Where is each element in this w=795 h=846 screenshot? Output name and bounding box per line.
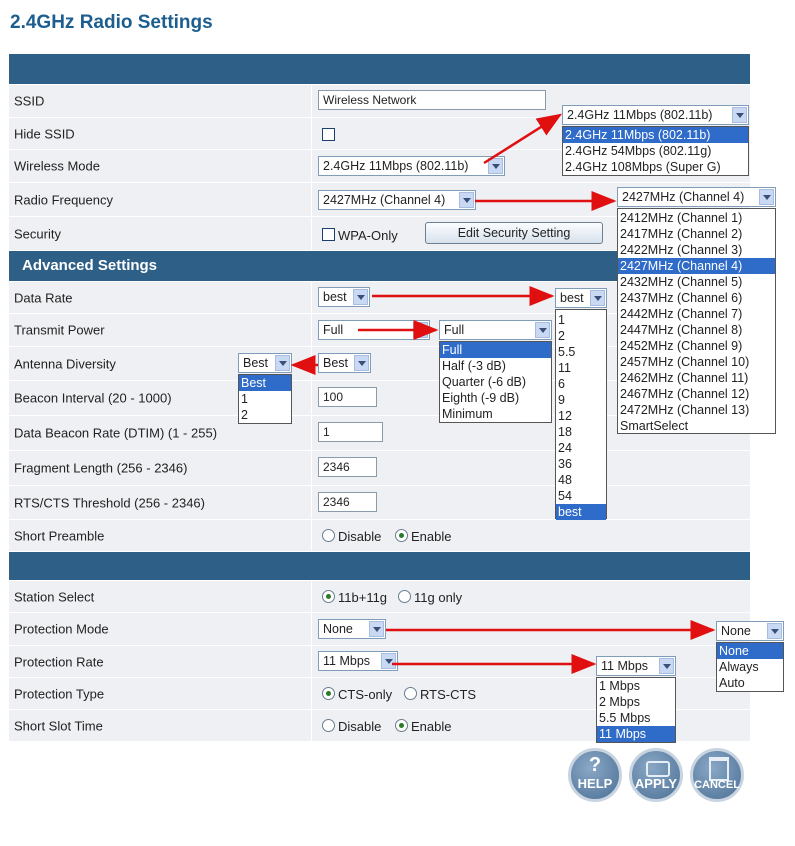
list-item[interactable]: Quarter (-6 dB) — [442, 375, 527, 389]
list-item[interactable]: 18 — [558, 425, 572, 439]
list-item[interactable]: 2427MHz (Channel 4) — [618, 258, 775, 274]
station-select-label: Station Select — [14, 589, 95, 604]
list-item[interactable]: 12 — [558, 409, 572, 423]
list-item[interactable]: Always — [719, 660, 759, 674]
list-item[interactable]: 2 — [241, 408, 248, 422]
list-item[interactable]: Minimum — [442, 407, 493, 421]
slot-enable-label: Enable — [411, 719, 452, 734]
advanced-settings-title: Advanced Settings — [22, 257, 158, 274]
hide-ssid-label: Hide SSID — [14, 126, 75, 141]
list-item[interactable]: 2442MHz (Channel 7) — [620, 307, 743, 321]
list-item[interactable]: 9 — [558, 393, 565, 407]
rts-threshold-input[interactable]: 2346 — [318, 492, 377, 512]
list-item[interactable]: 48 — [558, 473, 572, 487]
list-item[interactable]: 2 — [558, 329, 565, 343]
apply-button[interactable] — [629, 748, 683, 802]
list-item[interactable]: Best — [239, 375, 291, 391]
wpa-only-label: WPA-Only — [338, 228, 398, 243]
list-item[interactable]: 2462MHz (Channel 11) — [620, 371, 749, 385]
list-item[interactable]: 2 Mbps — [599, 695, 640, 709]
transmit-power-value: Full — [323, 323, 344, 337]
question-icon: ? — [588, 754, 602, 776]
callout-power-value: Full — [444, 323, 465, 337]
dtim-label: Data Beacon Rate (DTIM) (1 - 255) — [14, 425, 218, 441]
list-item[interactable]: best — [556, 504, 606, 520]
list-item[interactable]: Half (-3 dB) — [442, 359, 506, 373]
protection-rate-label: Protection Rate — [14, 654, 104, 669]
callout-freq-value: 2427MHz (Channel 4) — [622, 190, 745, 204]
radio-frequency-label: Radio Frequency — [14, 192, 113, 207]
rts-cts-label: RTS-CTS — [420, 687, 477, 702]
preamble-enable-label: Enable — [411, 529, 452, 544]
antenna-diversity-value: Best — [323, 356, 349, 370]
list-item[interactable]: 2467MHz (Channel 12) — [620, 387, 750, 401]
short-preamble-label: Short Preamble — [14, 528, 105, 543]
callout-mode-value: 2.4GHz 11Mbps (802.11b) — [567, 108, 713, 122]
list-item[interactable]: 11 — [558, 361, 571, 375]
list-item[interactable]: SmartSelect — [620, 419, 689, 433]
preamble-disable-label: Disable — [338, 529, 382, 544]
protection-mode-value: None — [323, 622, 353, 636]
transmit-power-label: Transmit Power — [14, 322, 105, 338]
list-item[interactable]: 24 — [558, 441, 572, 455]
beacon-interval-label: Beacon Interval (20 - 1000) — [14, 390, 172, 406]
list-item[interactable]: 2412MHz (Channel 1) — [620, 211, 743, 225]
page-title: 2.4GHz Radio Settings — [10, 12, 213, 33]
mouse-icon — [646, 761, 670, 777]
ssid-input[interactable]: Wireless Network — [318, 90, 546, 110]
arrow-mode — [484, 115, 560, 163]
list-item[interactable]: 2417MHz (Channel 2) — [620, 227, 743, 241]
list-item[interactable]: 2.4GHz 11Mbps (802.11b) — [563, 127, 748, 143]
list-item[interactable]: 2.4GHz 54Mbps (802.11g) — [565, 144, 712, 158]
data-rate-value: best — [323, 290, 347, 304]
callout-rate-value: best — [560, 291, 584, 305]
callout-pmode-value: None — [721, 624, 751, 638]
station-both-label: 11b+11g — [338, 590, 388, 605]
protection-mode-label: Protection Mode — [14, 621, 109, 637]
list-item[interactable]: 5.5 — [558, 345, 576, 359]
list-item[interactable]: Auto — [719, 676, 745, 690]
list-item[interactable]: 2.4GHz 108Mbps (Super G) — [565, 160, 721, 174]
list-item[interactable]: 54 — [558, 489, 572, 503]
list-item[interactable]: 1 — [558, 313, 565, 327]
list-item[interactable]: None — [717, 643, 783, 659]
list-item[interactable]: 2437MHz (Channel 6) — [620, 291, 743, 305]
cancel-button[interactable] — [690, 748, 744, 802]
list-item[interactable]: 2422MHz (Channel 3) — [620, 243, 743, 257]
list-item[interactable]: 2432MHz (Channel 5) — [620, 275, 743, 289]
list-item[interactable]: 1 Mbps — [599, 679, 640, 693]
beacon-interval-input[interactable]: 100 — [318, 387, 377, 407]
list-item[interactable]: 2457MHz (Channel 10) — [620, 355, 750, 369]
cts-only-label: CTS-only — [338, 687, 393, 702]
list-item[interactable]: 36 — [558, 457, 572, 471]
list-item[interactable]: 2472MHz (Channel 13) — [620, 403, 750, 417]
help-button[interactable] — [568, 748, 622, 802]
protection-rate-value: 11 Mbps — [323, 654, 371, 668]
short-slot-label: Short Slot Time — [14, 718, 103, 733]
list-item[interactable]: 2447MHz (Channel 8) — [620, 323, 743, 337]
data-rate-label: Data Rate — [14, 290, 73, 305]
list-item[interactable]: Full — [440, 342, 551, 358]
list-item[interactable]: 5.5 Mbps — [599, 711, 651, 725]
station-g-label: 11g only — [414, 590, 463, 605]
wireless-mode-value: 2.4GHz 11Mbps (802.11b) — [323, 159, 469, 173]
dtim-input[interactable]: 1 — [318, 422, 383, 442]
list-item[interactable]: 11 Mbps — [597, 726, 675, 742]
cancel-label: CANCEL — [694, 779, 740, 791]
radio-frequency-value: 2427MHz (Channel 4) — [323, 193, 446, 207]
wireless-mode-label: Wireless Mode — [14, 158, 100, 174]
trash-icon — [709, 757, 729, 781]
list-item[interactable]: 2452MHz (Channel 9) — [620, 339, 743, 353]
antenna-diversity-label: Antenna Diversity — [14, 356, 116, 371]
security-label: Security — [14, 226, 61, 241]
help-label: HELP — [577, 776, 613, 791]
protection-type-label: Protection Type — [14, 686, 105, 701]
list-item[interactable]: 1 — [241, 392, 248, 406]
apply-label: APPLY — [634, 776, 678, 791]
slot-disable-label: Disable — [338, 719, 382, 734]
rts-threshold-label: RTS/CTS Threshold (256 - 2346) — [14, 495, 205, 510]
edit-security-button[interactable]: Edit Security Setting — [425, 222, 603, 244]
callout-prate-value: 11 Mbps — [601, 659, 649, 673]
list-item[interactable]: 6 — [558, 377, 565, 391]
ssid-label: SSID — [14, 93, 45, 109]
fragment-length-label: Fragment Length (256 - 2346) — [14, 460, 188, 476]
fragment-length-input[interactable]: 2346 — [318, 457, 377, 477]
list-item[interactable]: Eighth (-9 dB) — [442, 391, 520, 405]
callout-antenna-value: Best — [243, 356, 269, 370]
